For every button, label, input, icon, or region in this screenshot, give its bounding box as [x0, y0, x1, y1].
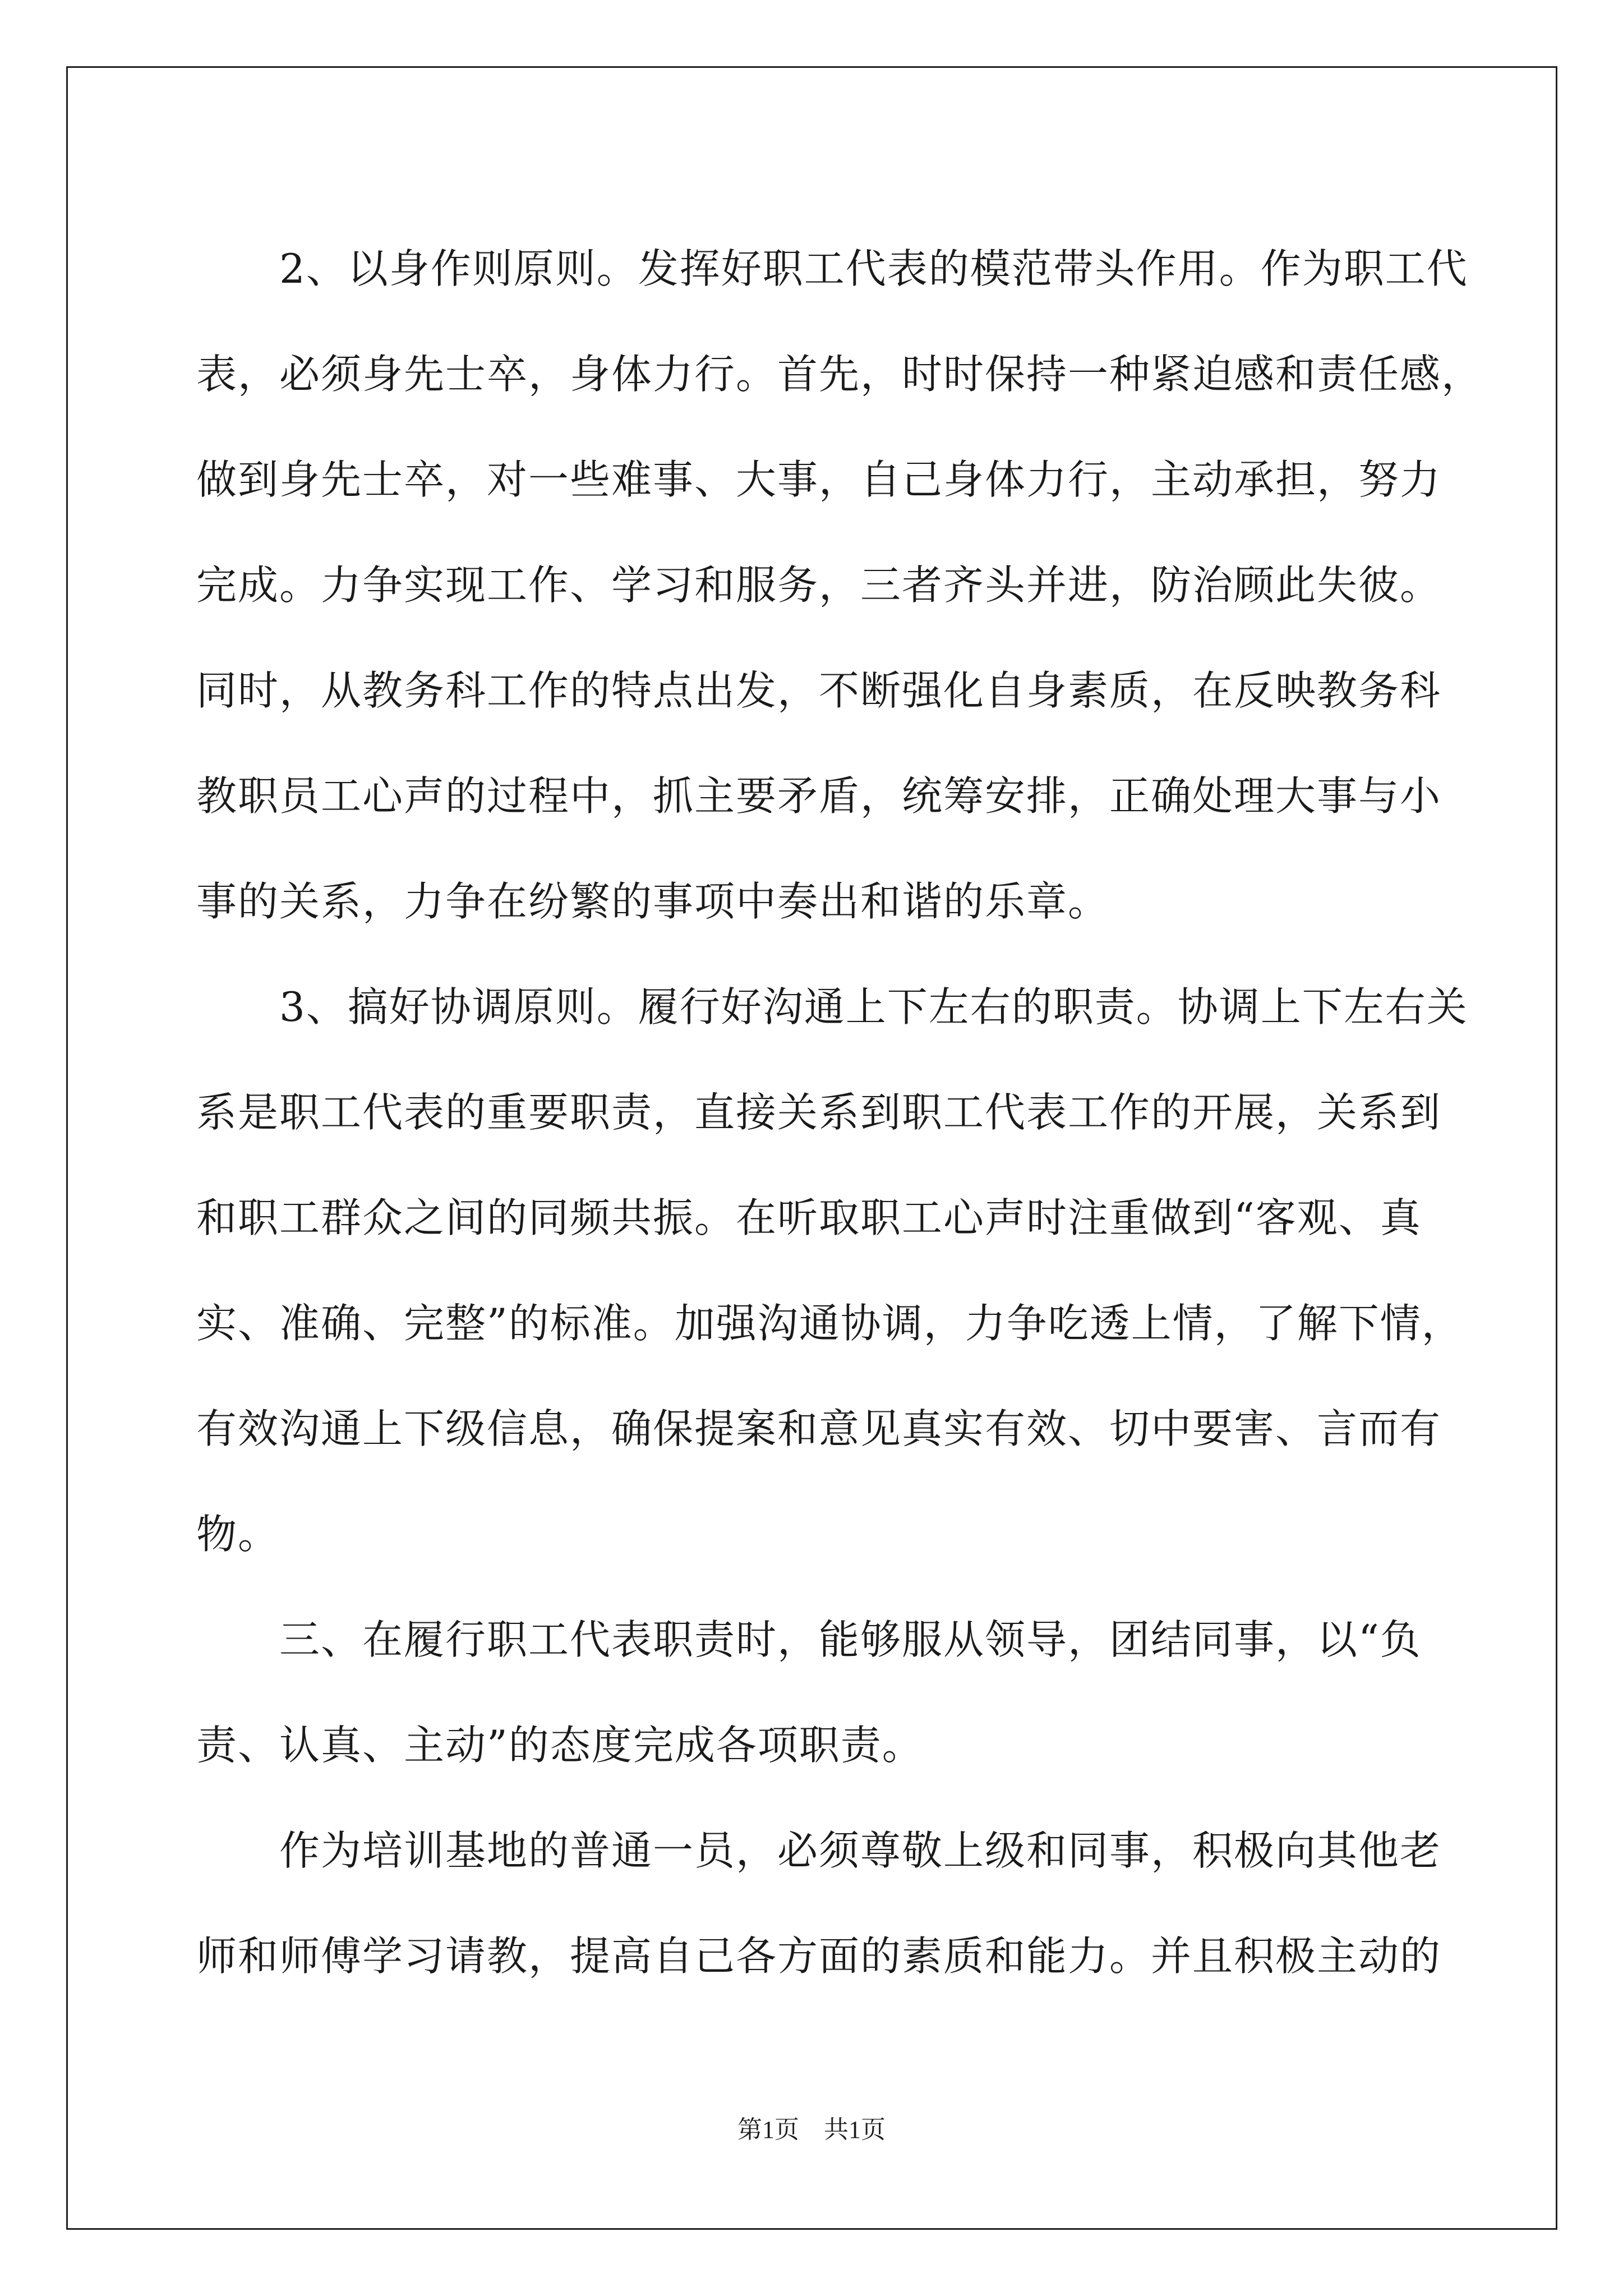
text-line: 系是职工代表的重要职责，直接关系到职工代表工作的开展，关系到: [196, 1089, 1442, 1136]
document-body: [196, 216, 1483, 2009]
text-line: 物。: [196, 1511, 280, 1558]
page-footer: 第1页 共1页: [737, 2116, 886, 2143]
text-line: 事的关系，力争在纷繁的事项中奏出和谐的乐章。: [196, 878, 1110, 925]
text-line: 3、搞好协调原则。履行好沟通上下左右的职责。协调上下左右关: [279, 983, 1468, 1030]
text-line: 同时，从教务科工作的特点出发，不断强化自身素质，在反映教务科: [196, 667, 1442, 714]
text-line: 教职员工心声的过程中，抓主要矛盾，统筹安排，正确处理大事与小: [196, 772, 1442, 820]
text-line: 和职工群众之间的同频共振。在听取职工心声时注重做到“客观、真: [196, 1194, 1422, 1241]
text-line: 责、认真、主动”的态度完成各项职责。: [196, 1722, 924, 1769]
text-line: 表，必须身先士卒，身体力行。首先，时时保持一种紧迫感和责任感，: [196, 351, 1483, 398]
text-line: 三、在履行职工代表职责时，能够服从领导，团结同事，以“负: [279, 1616, 1422, 1663]
text-line: 完成。力争实现工作、学习和服务，三者齐头并进，防治顾此失彼。: [196, 562, 1442, 609]
text-line: 2、以身作则原则。发挥好职工代表的模范带头作用。作为职工代: [279, 245, 1468, 292]
text-line: 做到身先士卒，对一些难事、大事，自己身体力行，主动承担，努力: [196, 456, 1442, 503]
text-line: 师和师傅学习请教，提高自己各方面的素质和能力。并且积极主动的: [196, 1932, 1442, 1980]
text-line: 作为培训基地的普通一员，必须尊敬上级和同事，积极向其他老: [279, 1827, 1442, 1874]
text-line: 有效沟通上下级信息，确保提案和意见真实有效、切中要害、言而有: [196, 1405, 1442, 1452]
text-line: 实、准确、完整”的标准。加强沟通协调，力争吃透上情，了解下情，: [196, 1300, 1463, 1347]
